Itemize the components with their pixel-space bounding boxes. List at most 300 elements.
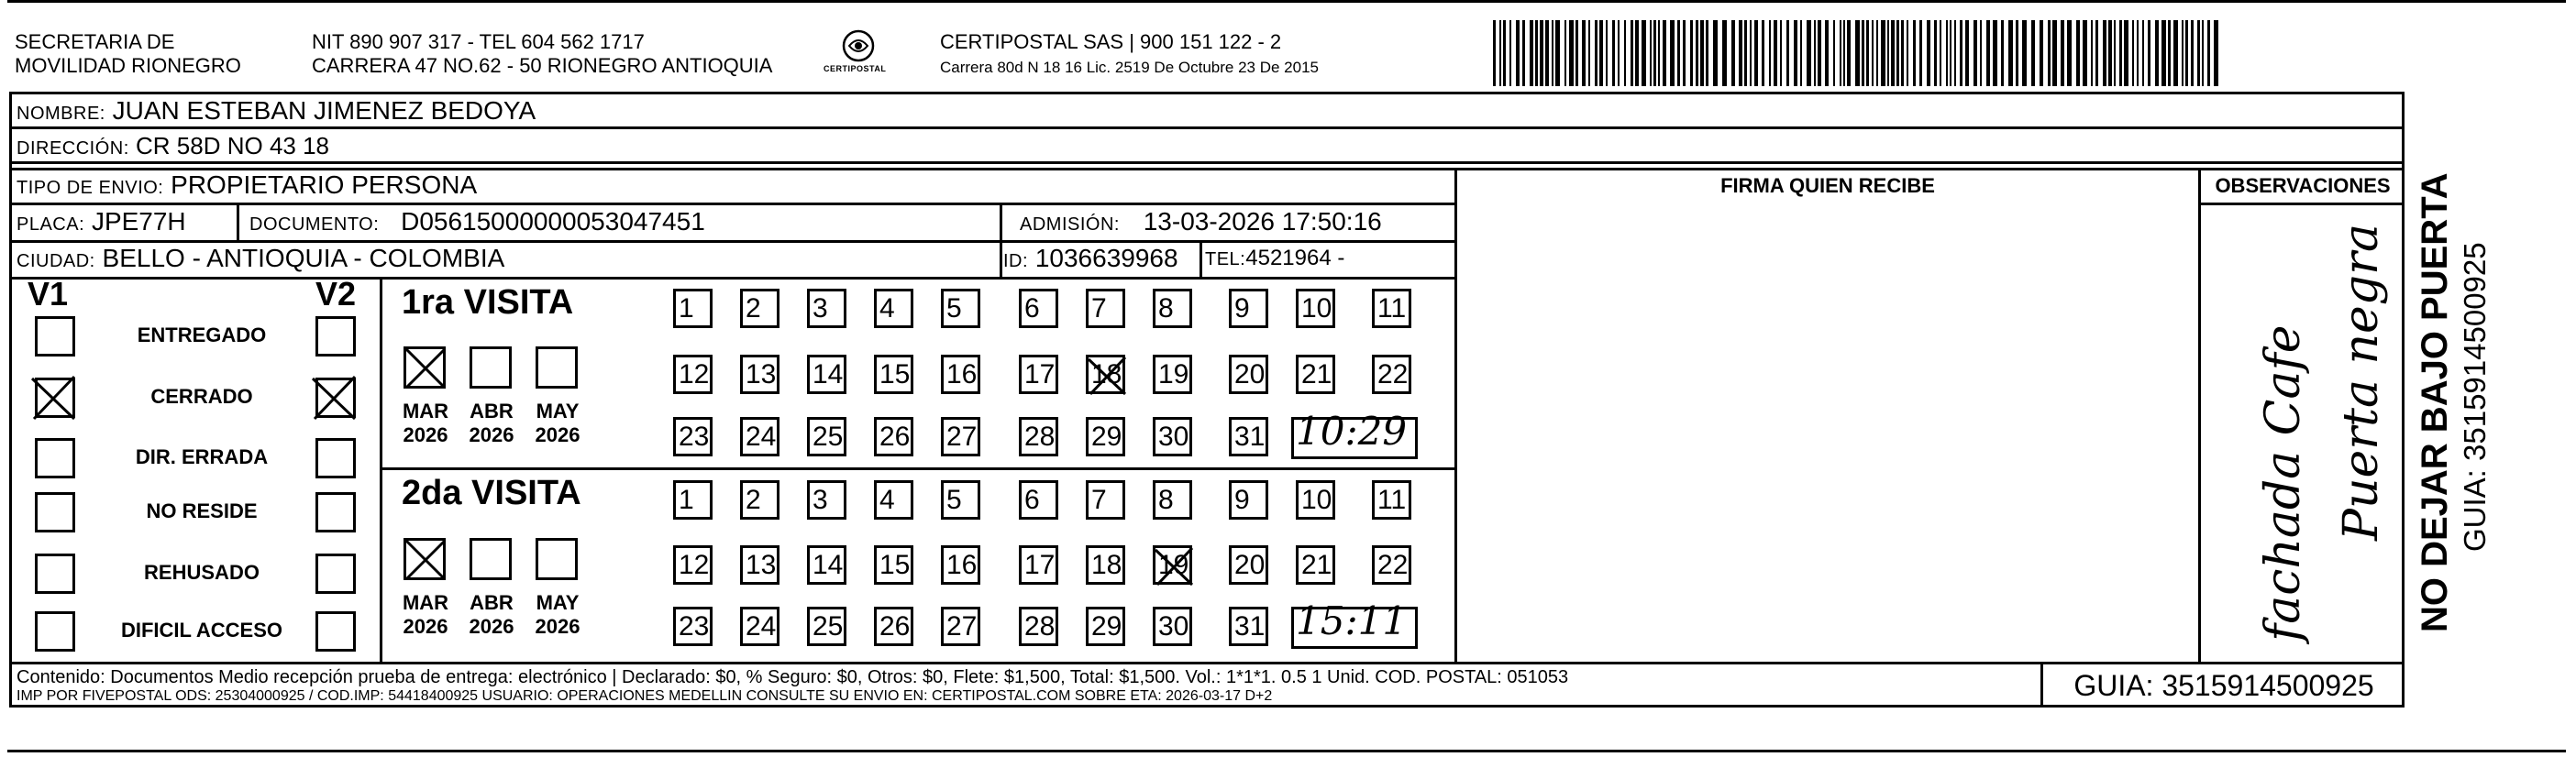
barcode-bar xyxy=(2173,20,2178,86)
id-value: 1036639968 xyxy=(1034,244,1178,272)
barcode-bar xyxy=(2091,20,2093,86)
day-number: 6 xyxy=(1024,293,1040,324)
day-cell[interactable] xyxy=(1229,417,1268,456)
day-number: 5 xyxy=(946,485,962,515)
barcode-bar xyxy=(2083,20,2087,86)
day-number: 25 xyxy=(813,611,844,642)
barcode-bar xyxy=(1769,20,1771,86)
barcode-bar xyxy=(1540,20,1543,86)
barcode-bar xyxy=(2076,20,2080,86)
day-cell[interactable] xyxy=(1229,545,1268,585)
barcode-bar xyxy=(1503,20,1506,86)
nit-line: NIT 890 907 317 - TEL 604 562 1717 xyxy=(312,30,645,53)
barcode-bar xyxy=(1855,20,1860,86)
day-number: 18 xyxy=(1091,550,1122,580)
month-checkbox[interactable] xyxy=(536,346,578,389)
day-cell[interactable] xyxy=(740,480,779,520)
tel-value: 4521964 - xyxy=(1245,246,1345,270)
barcode-bar xyxy=(1960,20,1962,86)
day-number: 23 xyxy=(679,422,710,452)
barcode-bar xyxy=(1934,20,1937,86)
barcode-bar xyxy=(2040,20,2043,86)
day-cell[interactable] xyxy=(1153,607,1192,646)
day-cell[interactable] xyxy=(941,480,980,520)
barcode-bar xyxy=(1635,20,1639,86)
side-guia: GUIA: 3515914500925 xyxy=(2458,242,2492,552)
barcode-bar xyxy=(1642,20,1646,86)
day-number: 28 xyxy=(1024,611,1056,642)
barcode-bar xyxy=(1545,20,1549,86)
ciudad-label: CIUDAD: xyxy=(17,251,95,271)
status-v1-checkbox[interactable] xyxy=(35,554,75,594)
day-cell[interactable] xyxy=(874,607,913,646)
barcode-bar xyxy=(1535,20,1538,86)
status-v2-checkbox[interactable] xyxy=(315,611,356,652)
day-cell[interactable] xyxy=(941,289,980,328)
admision-row xyxy=(1020,206,1382,240)
barcode-bar xyxy=(2114,20,2116,86)
status-v2-checkbox[interactable] xyxy=(315,554,356,594)
barcode-bar xyxy=(1950,20,1951,86)
barcode-bar xyxy=(1907,20,1908,86)
status-label: ENTREGADO xyxy=(137,324,267,346)
side-warning: NO DEJAR BAJO PUERTA xyxy=(2415,172,2455,632)
certipostal-logo xyxy=(822,27,895,81)
day-number: 8 xyxy=(1158,485,1174,515)
footer-line-1: Contenido: Documentos Medio recepción prueba de entrega: electrónico | Declarado: $0, % Seguro: $0, Otros: $0, Flete: $1,500, Total: $1,500. Vol.: 1*1*1. 0.5 1 Unid. COD. POSTAL: 051053 xyxy=(17,667,1569,687)
day-cell[interactable] xyxy=(1153,480,1192,520)
day-cell[interactable] xyxy=(1153,417,1192,456)
barcode-bar xyxy=(2191,20,2194,86)
day-number: 18 xyxy=(1091,359,1122,389)
status-label: REHUSADO xyxy=(144,561,260,584)
tipo-value: PROPIETARIO PERSONA xyxy=(171,170,478,199)
day-cell[interactable] xyxy=(673,480,713,520)
day-number: 19 xyxy=(1158,550,1189,580)
placa-row xyxy=(17,206,186,240)
status-v2-checkbox[interactable] xyxy=(315,316,356,357)
day-number: 30 xyxy=(1158,422,1189,452)
day-cell[interactable] xyxy=(1229,289,1268,328)
day-cell[interactable] xyxy=(1153,545,1192,585)
barcode-bar xyxy=(1744,20,1747,86)
day-cell[interactable] xyxy=(740,355,779,394)
barcode-bar xyxy=(2182,20,2184,86)
documento-value: D05615000000053047451 xyxy=(401,207,705,236)
day-cell[interactable] xyxy=(1019,607,1058,646)
observation-line-2: fachada Cafe xyxy=(2256,324,2311,642)
day-cell[interactable] xyxy=(1086,480,1125,520)
ciudad-value: BELLO - ANTIOQUIA - COLOMBIA xyxy=(102,244,505,272)
courier-line-1: CERTIPOSTAL SAS | 900 151 122 - 2 xyxy=(940,30,1282,53)
barcode-bar xyxy=(1650,20,1652,86)
day-cell[interactable] xyxy=(807,480,846,520)
barcode-bar xyxy=(1774,20,1777,86)
day-cell[interactable] xyxy=(874,355,913,394)
barcode-bar xyxy=(2001,20,2004,86)
barcode-bar xyxy=(2119,20,2122,86)
day-cell[interactable] xyxy=(1372,545,1411,585)
day-number: 24 xyxy=(746,422,777,452)
day-cell[interactable] xyxy=(1229,355,1268,394)
barcode-bar xyxy=(1700,20,1704,86)
barcode-bar xyxy=(2061,20,2064,86)
nombre-label: NOMBRE: xyxy=(17,104,105,124)
barcode-bar xyxy=(1653,20,1656,86)
courier-line-2: Carrera 80d N 18 16 Lic. 2519 De Octubre 23 De 2015 xyxy=(940,59,1319,76)
address-line: CARRERA 47 NO.62 - 50 RIONEGRO ANTIOQUIA xyxy=(312,54,773,77)
month-name: MAR xyxy=(402,400,449,422)
month-year: 2026 xyxy=(535,615,580,638)
day-cell[interactable] xyxy=(941,545,980,585)
day-number: 7 xyxy=(1091,293,1107,324)
day-number: 17 xyxy=(1024,550,1056,580)
day-number: 20 xyxy=(1234,550,1266,580)
nombre-value: JUAN ESTEBAN JIMENEZ BEDOYA xyxy=(112,96,536,125)
barcode-bar xyxy=(2168,20,2171,86)
v2-header: V2 xyxy=(315,275,357,313)
day-number: 9 xyxy=(1234,485,1250,515)
day-number: 22 xyxy=(1377,359,1409,389)
day-number: 11 xyxy=(1377,485,1407,515)
barcode-bar xyxy=(1980,20,1982,86)
sender-line-2: MOVILIDAD RIONEGRO xyxy=(15,54,241,77)
day-number: 26 xyxy=(879,422,911,452)
day-cell[interactable] xyxy=(673,417,713,456)
barcode-bar xyxy=(2207,20,2210,86)
day-number: 19 xyxy=(1158,359,1189,389)
month-checkbox[interactable] xyxy=(404,346,446,389)
day-cell[interactable] xyxy=(1372,480,1411,520)
barcode-bar xyxy=(2008,20,2013,86)
day-number: 28 xyxy=(1024,422,1056,452)
barcode-bar xyxy=(1807,20,1811,86)
tel-label: TEL: xyxy=(1205,249,1246,269)
barcode-bar xyxy=(1919,20,1922,86)
status-v1-checkbox[interactable] xyxy=(35,316,75,357)
barcode-bar xyxy=(1516,20,1520,86)
day-cell[interactable] xyxy=(1296,545,1335,585)
day-number: 5 xyxy=(946,293,962,324)
x-mark-icon xyxy=(401,535,452,587)
barcode-bar xyxy=(1612,20,1615,86)
day-cell[interactable] xyxy=(1086,417,1125,456)
day-cell[interactable] xyxy=(1019,480,1058,520)
placa-value: JPE77H xyxy=(91,207,186,236)
barcode-bar xyxy=(2155,20,2159,86)
day-number: 25 xyxy=(813,422,844,452)
barcode-bar xyxy=(1582,20,1586,86)
day-cell[interactable] xyxy=(807,417,846,456)
tel-row xyxy=(1205,243,1344,275)
day-cell[interactable] xyxy=(1086,289,1125,328)
barcode-bar xyxy=(1631,20,1633,86)
barcode-bar xyxy=(1993,20,1997,86)
x-mark-icon xyxy=(1085,354,1131,400)
nombre-row xyxy=(17,95,536,129)
barcode-bar xyxy=(2202,20,2204,86)
day-cell[interactable] xyxy=(673,289,713,328)
day-number: 14 xyxy=(813,550,844,580)
barcode-bar xyxy=(1552,20,1553,86)
day-number: 30 xyxy=(1158,611,1189,642)
day-number: 15 xyxy=(879,359,911,389)
footer-guia: GUIA: 3515914500925 xyxy=(2073,669,2374,702)
day-number: 31 xyxy=(1234,422,1266,452)
day-number: 21 xyxy=(1301,359,1332,389)
day-number: 13 xyxy=(746,550,777,580)
day-number: 9 xyxy=(1234,293,1250,324)
day-number: 21 xyxy=(1301,550,1332,580)
day-number: 12 xyxy=(679,359,710,389)
day-cell[interactable] xyxy=(807,355,846,394)
day-number: 13 xyxy=(746,359,777,389)
barcode-bar xyxy=(2016,20,2018,86)
barcode-bar xyxy=(1847,20,1851,86)
v1-header: V1 xyxy=(28,275,69,313)
month-checkbox[interactable] xyxy=(404,538,446,580)
day-cell[interactable] xyxy=(1296,480,1335,520)
day-cell[interactable] xyxy=(740,545,779,585)
day-cell[interactable] xyxy=(1372,289,1411,328)
barcode-bar xyxy=(2142,20,2144,86)
day-number: 2 xyxy=(746,293,761,324)
day-number: 1 xyxy=(679,485,694,515)
day-number: 29 xyxy=(1091,422,1122,452)
barcode-bar xyxy=(2214,20,2218,86)
day-number: 11 xyxy=(1377,293,1407,324)
barcode-bar xyxy=(1624,20,1626,86)
barcode-bar xyxy=(1862,20,1864,86)
barcode-bar xyxy=(1595,20,1598,86)
observation-line-1: Puerta negra xyxy=(2334,224,2389,541)
barcode-bar xyxy=(1786,20,1789,86)
day-cell[interactable] xyxy=(941,355,980,394)
barcode-bar xyxy=(2185,20,2188,86)
status-label: DIR. ERRADA xyxy=(135,445,269,468)
barcode-bar xyxy=(2124,20,2128,86)
day-cell[interactable] xyxy=(1019,355,1058,394)
day-cell[interactable] xyxy=(874,417,913,456)
second-visit-time: 15:11 xyxy=(1296,598,1408,643)
day-cell[interactable] xyxy=(1019,417,1058,456)
status-v1-checkbox[interactable] xyxy=(35,438,75,478)
barcode-bar xyxy=(2031,20,2035,86)
day-cell[interactable] xyxy=(1229,607,1268,646)
day-cell[interactable] xyxy=(1086,607,1125,646)
id-row xyxy=(1003,243,1178,277)
barcode-bar xyxy=(1509,20,1511,86)
barcode-bar xyxy=(1891,20,1895,86)
month-year: 2026 xyxy=(469,423,514,446)
day-cell[interactable] xyxy=(1086,355,1125,394)
admision-value: 13-03-2026 17:50:16 xyxy=(1143,207,1382,236)
day-number: 27 xyxy=(946,422,978,452)
status-v2-checkbox[interactable] xyxy=(315,378,356,418)
day-number: 7 xyxy=(1091,485,1107,515)
barcode-bar xyxy=(1670,20,1675,86)
day-number: 22 xyxy=(1377,550,1409,580)
day-number: 17 xyxy=(1024,359,1056,389)
barcode-bar xyxy=(1499,20,1501,86)
day-number: 6 xyxy=(1024,485,1040,515)
barcode-bar xyxy=(1493,20,1496,86)
barcode-bar xyxy=(1825,20,1829,86)
month-name: MAY xyxy=(536,400,580,422)
day-number: 16 xyxy=(946,359,978,389)
barcode-bar xyxy=(1569,20,1574,86)
barcode-bar xyxy=(1887,20,1889,86)
x-mark-icon xyxy=(1152,544,1198,590)
barcode-bar xyxy=(1575,20,1578,86)
barcode-bar xyxy=(2067,20,2072,86)
day-cell[interactable] xyxy=(807,607,846,646)
sender-line-1: SECRETARIA DE xyxy=(15,30,175,53)
barcode-bar xyxy=(1946,20,1948,86)
month-year: 2026 xyxy=(535,423,580,446)
day-number: 12 xyxy=(679,550,710,580)
status-v2-checkbox[interactable] xyxy=(315,492,356,532)
barcode-bar xyxy=(2103,20,2106,86)
admision-label: ADMISIÓN: xyxy=(1020,214,1120,235)
barcode-bar xyxy=(2137,20,2139,86)
day-number: 24 xyxy=(746,611,777,642)
day-number: 15 xyxy=(879,550,911,580)
barcode-bar xyxy=(1866,20,1869,86)
barcode-bar xyxy=(1954,20,1956,86)
barcode-bar xyxy=(1658,20,1660,86)
day-cell[interactable] xyxy=(740,289,779,328)
barcode-bar xyxy=(1965,20,1969,86)
barcode-bar xyxy=(2052,20,2057,86)
day-number: 10 xyxy=(1301,293,1332,324)
tipo-row xyxy=(17,170,477,203)
barcode-bar xyxy=(1706,20,1708,86)
barcode-bar xyxy=(1818,20,1821,86)
day-cell[interactable] xyxy=(673,607,713,646)
day-cell[interactable] xyxy=(941,417,980,456)
month-name: MAY xyxy=(536,591,580,614)
day-number: 4 xyxy=(879,485,895,515)
barcode-bar xyxy=(2108,20,2112,86)
status-v1-checkbox[interactable] xyxy=(35,492,75,532)
day-cell[interactable] xyxy=(1153,289,1192,328)
barcode-bar xyxy=(1555,20,1560,86)
barcode-bar xyxy=(1881,20,1885,86)
day-cell[interactable] xyxy=(874,289,913,328)
day-number: 3 xyxy=(813,485,828,515)
barcode-bar xyxy=(1780,20,1782,86)
barcode-bar xyxy=(1814,20,1816,86)
day-cell[interactable] xyxy=(1019,289,1058,328)
status-label: NO RESIDE xyxy=(146,499,258,522)
month-year: 2026 xyxy=(403,423,448,446)
day-cell[interactable] xyxy=(941,607,980,646)
day-cell[interactable] xyxy=(1372,355,1411,394)
barcode-bar xyxy=(1618,20,1620,86)
barcode-bar xyxy=(1599,20,1603,86)
day-cell[interactable] xyxy=(1153,355,1192,394)
day-number: 26 xyxy=(879,611,911,642)
day-cell[interactable] xyxy=(807,289,846,328)
x-mark-icon xyxy=(309,371,364,426)
day-cell[interactable] xyxy=(1086,545,1125,585)
day-cell[interactable] xyxy=(1296,355,1335,394)
barcode-bar xyxy=(1530,20,1533,86)
barcode-bar xyxy=(1663,20,1666,86)
day-cell[interactable] xyxy=(874,545,913,585)
barcode-bar xyxy=(2022,20,2027,86)
day-number: 14 xyxy=(813,359,844,389)
status-v1-checkbox[interactable] xyxy=(35,378,75,418)
barcode-bar xyxy=(1722,20,1727,86)
barcode-bar xyxy=(1690,20,1693,86)
id-label: ID: xyxy=(1003,251,1029,271)
barcode-bar xyxy=(1927,20,1930,86)
logo-text: CERTIPOSTAL xyxy=(824,64,887,73)
barcode-bar xyxy=(1986,20,1990,86)
day-number: 16 xyxy=(946,550,978,580)
barcode-bar xyxy=(1750,20,1752,86)
barcode-bar xyxy=(1696,20,1698,86)
barcode-bar xyxy=(1876,20,1878,86)
day-cell[interactable] xyxy=(807,545,846,585)
month-name: ABR xyxy=(470,591,514,614)
documento-label: DOCUMENTO: xyxy=(249,214,380,235)
tipo-label: TIPO DE ENVIO: xyxy=(17,178,164,198)
month-checkbox[interactable] xyxy=(536,538,578,580)
day-cell[interactable] xyxy=(1229,480,1268,520)
barcode-bar xyxy=(1973,20,1977,86)
day-cell[interactable] xyxy=(740,607,779,646)
firma-header: FIRMA QUIEN RECIBE xyxy=(1720,174,1935,197)
status-v2-checkbox[interactable] xyxy=(315,438,356,478)
barcode-bar xyxy=(1739,20,1742,86)
day-number: 31 xyxy=(1234,611,1266,642)
day-cell[interactable] xyxy=(673,545,713,585)
footer-line-2: IMP POR FIVEPOSTAL ODS: 25304000925 / COD.IMP: 54418400925 USUARIO: OPERACIONES MEDELLIN CONSULTE SU ENVIO EN: CERTIPOSTAL.COM SOBRE ETA: 2026-03-17 D+2 xyxy=(17,688,1273,704)
barcode-bar xyxy=(1762,20,1764,86)
month-checkbox[interactable] xyxy=(470,346,512,389)
day-cell[interactable] xyxy=(874,480,913,520)
barcode xyxy=(1493,20,2223,86)
x-mark-icon xyxy=(28,371,83,426)
day-number: 3 xyxy=(813,293,828,324)
barcode-bar xyxy=(1840,20,1841,86)
month-year: 2026 xyxy=(403,615,448,638)
status-label: DIFICIL ACCESO xyxy=(120,619,282,642)
status-v1-checkbox[interactable] xyxy=(35,611,75,652)
barcode-bar xyxy=(1754,20,1758,86)
direccion-value: CR 58D NO 43 18 xyxy=(136,132,330,159)
day-cell[interactable] xyxy=(1296,289,1335,328)
second-visit-title: 2da VISITA xyxy=(402,474,581,512)
barcode-bar xyxy=(2161,20,2166,86)
placa-label: PLACA: xyxy=(17,214,85,235)
day-cell[interactable] xyxy=(673,355,713,394)
day-number: 4 xyxy=(879,293,895,324)
day-cell[interactable] xyxy=(1019,545,1058,585)
month-checkbox[interactable] xyxy=(470,538,512,580)
barcode-bar xyxy=(1677,20,1680,86)
day-number: 23 xyxy=(679,611,710,642)
barcode-bar xyxy=(1896,20,1899,86)
day-cell[interactable] xyxy=(740,417,779,456)
month-year: 2026 xyxy=(469,615,514,638)
day-number: 20 xyxy=(1234,359,1266,389)
barcode-bar xyxy=(1800,20,1802,86)
ciudad-row xyxy=(17,243,504,277)
